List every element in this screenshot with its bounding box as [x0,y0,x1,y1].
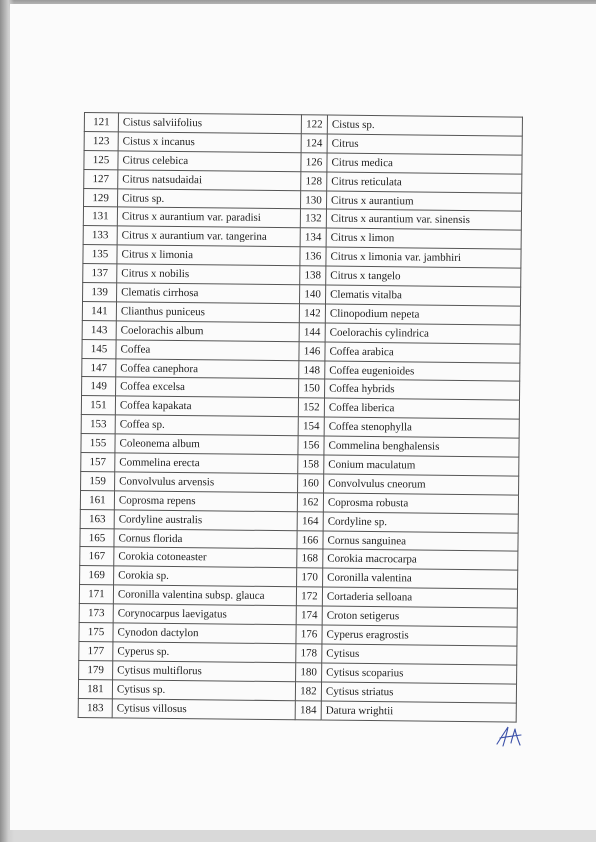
row-number-left: 173 [79,604,113,623]
species-name-right: Coffea eugenioides [325,361,520,382]
row-number-right: 144 [299,323,325,342]
species-name-right: Cortaderia selloana [322,587,517,608]
species-name-left: Coelorachis album [116,321,299,342]
species-name-left: Citrus sp. [118,188,301,209]
species-name-left: Coprosma repens [114,491,297,512]
species-name-right: Citrus reticulata [327,172,522,193]
species-name-left: Corokia sp. [114,566,297,587]
species-name-right: Citrus x limon [326,228,521,249]
species-name-right: Cordyline sp. [323,512,518,533]
species-name-left: Cytisus multiflorus [113,661,296,682]
row-number-left: 151 [81,396,115,415]
species-name-right: Datura wrightii [321,701,516,722]
row-number-right: 134 [300,228,326,247]
species-name-left: Coffea sp. [115,415,298,436]
row-number-left: 129 [84,188,118,207]
species-name-right: Coffea arabica [325,342,520,363]
species-name-right: Citrus [327,134,522,155]
row-number-right: 158 [298,455,324,474]
species-table-wrapper [78,112,522,722]
species-name-right: Citrus x aurantium [326,191,521,212]
row-number-left: 163 [80,509,114,528]
row-number-left: 147 [82,358,116,377]
species-name-right: Cytisus striatus [321,682,516,703]
row-number-left: 137 [83,264,117,283]
row-number-left: 181 [78,679,112,698]
species-name-right: Cistus sp. [327,115,522,136]
species-name-left: Corynocarpus laevigatus [113,604,296,625]
species-name-right: Coelorachis cylindrica [325,323,520,344]
species-name-left: Citrus x nobilis [117,264,300,285]
species-name-right: Clinopodium nepeta [325,304,520,325]
row-number-right: 184 [295,700,321,719]
row-number-right: 182 [295,681,321,700]
row-number-right: 168 [297,549,323,568]
row-number-right: 128 [301,171,327,190]
row-number-right: 172 [296,587,322,606]
species-name-left: Coffea canephora [116,358,299,379]
species-name-right: Coffea hybrids [325,380,520,401]
row-number-left: 183 [78,698,112,717]
row-number-right: 160 [298,474,324,493]
row-number-left: 127 [84,169,118,188]
row-number-left: 123 [84,131,118,150]
species-name-right: Coffea stenophylla [324,417,519,438]
row-number-left: 159 [81,471,115,490]
species-name-left: Coffea [116,340,299,361]
row-number-left: 169 [80,566,114,585]
species-name-left: Coffea kapakata [115,396,298,417]
species-name-left: Citrus x aurantium var. tangerina [117,226,300,247]
species-name-left: Cytisus sp. [112,680,295,701]
row-number-left: 149 [82,377,116,396]
row-number-left: 161 [80,490,114,509]
row-number-right: 178 [296,644,322,663]
row-number-right: 174 [296,606,322,625]
species-name-left: Commelina erecta [115,453,298,474]
row-number-left: 133 [83,226,117,245]
species-name-left: Coffea excelsa [116,377,299,398]
row-number-left: 121 [84,113,118,132]
species-table [78,112,523,722]
row-number-right: 150 [299,379,325,398]
row-number-right: 130 [300,190,326,209]
row-number-right: 146 [299,341,325,360]
row-number-right: 166 [297,530,323,549]
species-name-left: Citrus celebica [118,151,301,172]
row-number-right: 176 [296,625,322,644]
species-name-right: Cornus sanguinea [323,531,518,552]
species-name-right: Clematis vitalba [326,285,521,306]
row-number-right: 156 [298,436,324,455]
species-table-body [78,113,522,722]
signature-icon [494,724,524,750]
row-number-left: 165 [80,528,114,547]
species-name-right: Convolvulus cneorum [324,474,519,495]
species-name-left: Coronilla valentina subsp. glauca [113,585,296,606]
species-name-left: Clematis cirrhosa [117,283,300,304]
species-name-right: Coronilla valentina [323,568,518,589]
species-name-right: Corokia macrocarpa [323,550,518,571]
row-number-left: 157 [81,453,115,472]
row-number-left: 177 [79,641,113,660]
row-number-right: 180 [296,663,322,682]
species-name-right: Citrus medica [327,153,522,174]
row-number-left: 179 [79,660,113,679]
row-number-right: 152 [298,398,324,417]
species-name-right: Coprosma robusta [323,493,518,514]
species-name-right: Cyperus eragrostis [322,625,517,646]
row-number-right: 142 [299,304,325,323]
species-name-right: Cytisus scoparius [322,663,517,684]
species-name-left: Corokia cotoneaster [114,547,297,568]
row-number-left: 143 [82,320,116,339]
species-name-left: Cynodon dactylon [113,623,296,644]
row-number-right: 162 [297,493,323,512]
row-number-right: 126 [301,153,327,172]
row-number-right: 122 [301,115,327,134]
row-number-right: 132 [300,209,326,228]
species-name-left: Cistus salviifolius [118,113,301,134]
row-number-left: 171 [79,585,113,604]
row-number-left: 167 [80,547,114,566]
species-name-left: Citrus x limonia [117,245,300,266]
species-name-right: Conium maculatum [324,455,519,476]
species-name-right: Citrus x aurantium var. sinensis [326,209,521,230]
species-name-right: Citrus x tangelo [326,266,521,287]
species-name-right: Croton setigerus [322,606,517,627]
row-number-right: 154 [298,417,324,436]
species-name-left: Convolvulus arvensis [115,472,298,493]
species-name-left: Citrus x aurantium var. paradisi [117,207,300,228]
species-name-right: Citrus x limonia var. jambhiri [326,247,521,268]
species-name-left: Citrus natsudaidai [118,170,301,191]
row-number-left: 175 [79,623,113,642]
document-page [10,4,596,830]
row-number-right: 148 [299,360,325,379]
row-number-right: 170 [297,568,323,587]
species-name-right: Commelina benghalensis [324,436,519,457]
row-number-right: 140 [300,285,326,304]
row-number-right: 136 [300,247,326,266]
species-name-left: Cistus x incanus [118,132,301,153]
row-number-left: 153 [81,415,115,434]
row-number-left: 145 [82,339,116,358]
species-name-left: Cordyline australis [114,510,297,531]
species-name-left: Cornus florida [114,528,297,549]
row-number-left: 135 [83,245,117,264]
species-name-left: Clianthus puniceus [116,302,299,323]
row-number-right: 124 [301,134,327,153]
row-number-left: 131 [83,207,117,226]
row-number-right: 164 [297,511,323,530]
table-row [78,698,516,721]
species-name-left: Cytisus villosus [112,698,295,719]
species-name-right: Coffea liberica [324,398,519,419]
row-number-left: 125 [84,150,118,169]
row-number-left: 141 [82,301,116,320]
species-name-right: Cytisus [322,644,517,665]
row-number-right: 138 [300,266,326,285]
species-name-left: Cyperus sp. [113,642,296,663]
row-number-left: 155 [81,434,115,453]
row-number-left: 139 [83,283,117,302]
species-name-left: Coleonema album [115,434,298,455]
